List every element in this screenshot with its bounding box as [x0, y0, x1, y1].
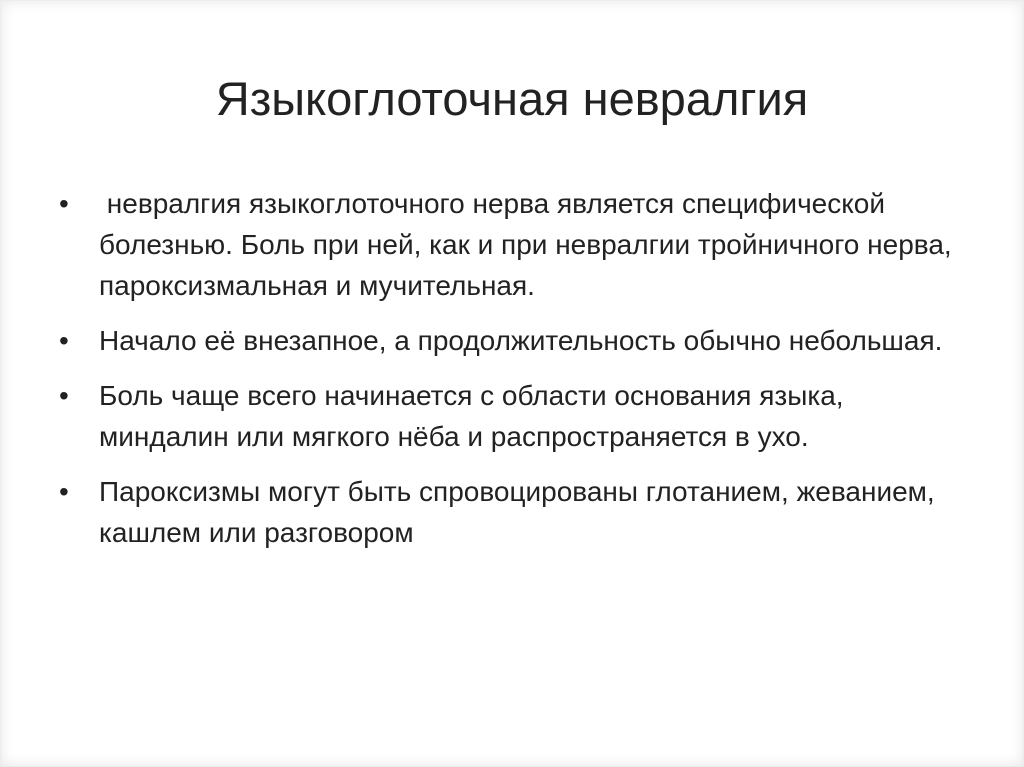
bullet-mark: •: [59, 325, 69, 356]
bullet-mark: •: [59, 476, 69, 507]
bullet-text-3: Боль чаще всего начинается с области основания языка, миндалин или мягкого нёба и распространяется в ухо.: [99, 380, 844, 452]
bullet-list: [59, 183, 959, 567]
bullet-mark: •: [59, 188, 69, 219]
bullet-item-2: [59, 320, 959, 361]
bullet-item-3: [59, 375, 959, 457]
bullet-text-1: невралгия языкоглоточного нерва является специфической болезнью. Боль при ней, как и при невралгии тройничного нерва, пароксизмальная и мучительная.: [99, 188, 960, 301]
bullet-item-1: [59, 183, 959, 306]
bullet-text-4: Пароксизмы могут быть спровоцированы глотанием, жеванием, кашлем или разговором: [99, 476, 935, 548]
bullet-item-4: [59, 471, 959, 553]
bullet-mark: •: [59, 380, 69, 411]
bullet-text-2: Начало её внезапное, а продолжительность обычно небольшая.: [99, 325, 943, 356]
slide-title: Языкоглоточная невралгия: [215, 72, 809, 125]
